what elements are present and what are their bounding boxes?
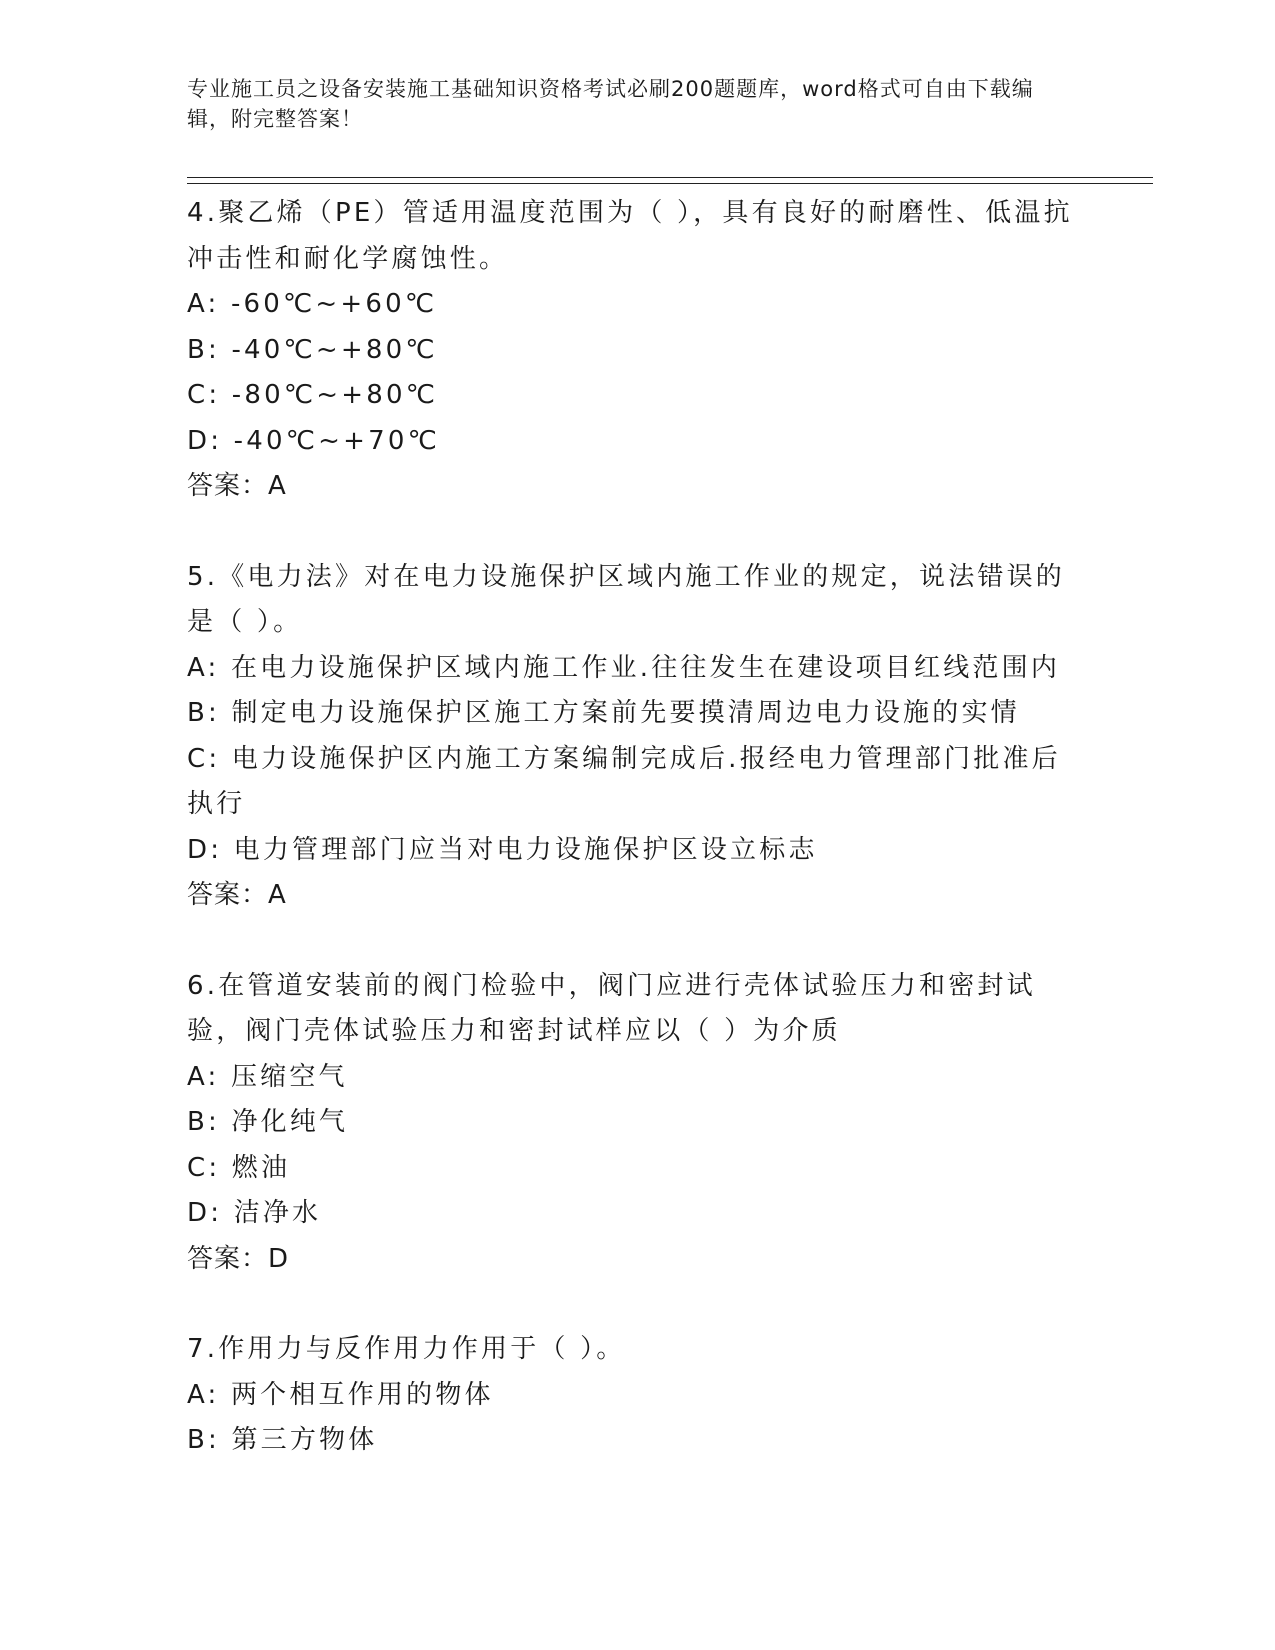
option-d: D: -40℃~+70℃ — [187, 425, 440, 456]
option-b: B: 制定电力设施保护区施工方案前先要摸清周边电力设施的实情 — [187, 698, 1020, 728]
question-text: 6.在管道安装前的阀门检验中，阀门应进行壳体试验压力和密封试验，阀门壳体试验压力和密封试样应以（ ）为介质 — [187, 970, 1036, 1046]
option-c: C: -80℃~+80℃ — [187, 380, 439, 410]
option-c: C: 燃油 — [187, 1152, 291, 1183]
option-c: C: 电力设施保护区内施工方案编制完成后.报经电力管理部门批准后执行 — [187, 743, 1061, 819]
document-header: 专业施工员之设备安装施工基础知识资格考试必刷200题题库，word格式可自由下载编辑，附完整答案！ — [187, 77, 1034, 131]
option-d: D: 洁净水 — [187, 1198, 322, 1228]
option-b: B: -40℃~+80℃ — [187, 334, 438, 365]
option-b: B: 净化纯气 — [187, 1107, 349, 1137]
question-text: 7.作用力与反作用力作用于（ ）。 — [187, 1334, 626, 1364]
option-d: D: 电力管理部门应当对电力设施保护区设立标志 — [187, 834, 818, 865]
option-a: A: 压缩空气 — [187, 1061, 348, 1092]
header-divider-bottom — [187, 183, 1153, 184]
question-text: 5.《电力法》对在电力设施保护区域内施工作业的规定，说法错误的是（ ）。 — [187, 561, 1066, 637]
question-item — [187, 1327, 1077, 1464]
question-item — [187, 964, 1077, 1283]
answer-line: 答案：A — [187, 880, 287, 910]
answer-line: 答案：D — [187, 1243, 290, 1274]
question-item — [187, 555, 1077, 919]
answer-line: 答案：A — [187, 471, 287, 501]
header-divider-top — [187, 177, 1153, 178]
option-b: B: 第三方物体 — [187, 1425, 378, 1455]
option-a: A: 在电力设施保护区域内施工作业.往往发生在建设项目红线范围内 — [187, 652, 1061, 683]
question-text: 4.聚乙烯（PE）管适用温度范围为（ ），具有良好的耐磨性、低温抗冲击性和耐化学腐蚀性。 — [187, 198, 1073, 274]
question-item — [187, 191, 1077, 510]
option-a: A: -60℃~+60℃ — [187, 289, 438, 319]
option-a: A: 两个相互作用的物体 — [187, 1379, 494, 1410]
question-list — [187, 191, 1077, 1509]
